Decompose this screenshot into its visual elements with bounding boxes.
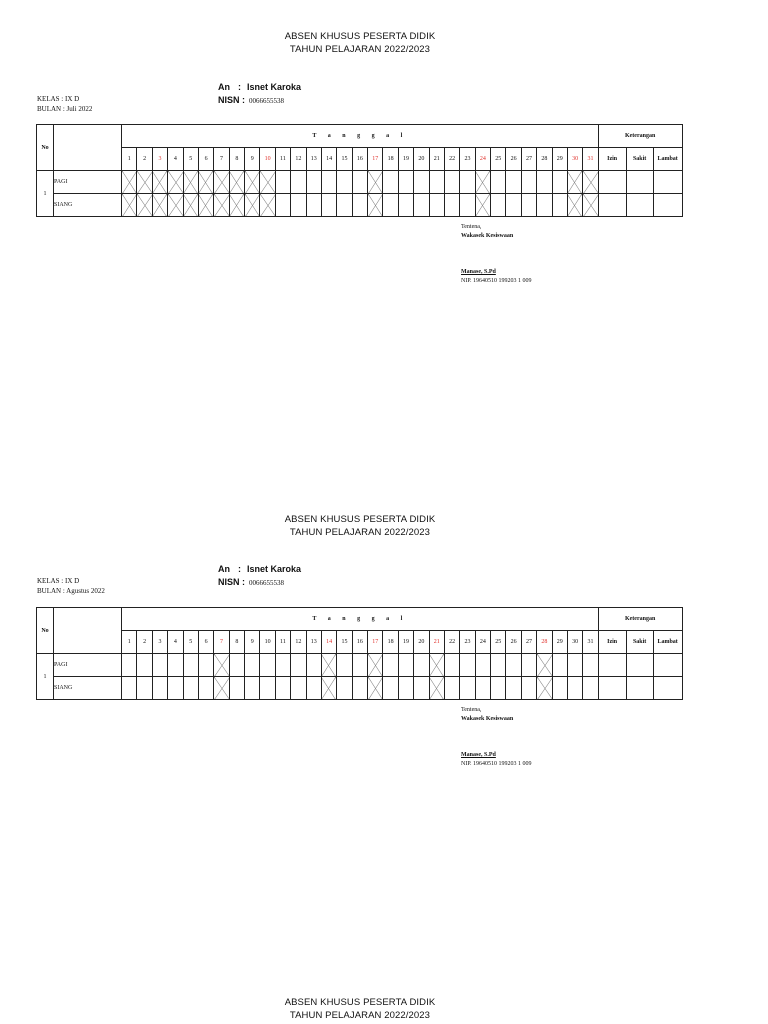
- session-label: SIANG: [54, 677, 122, 700]
- kelas-label: KELAS : IX D: [37, 95, 80, 103]
- day-header-25: 25: [491, 631, 506, 654]
- attendance-cell[interactable]: [352, 654, 367, 677]
- attendance-cell[interactable]: [337, 654, 352, 677]
- attendance-cell[interactable]: [552, 171, 567, 194]
- row-number: 1: [37, 171, 54, 217]
- sheet-title: [0, 513, 720, 539]
- attendance-cell[interactable]: [275, 194, 290, 217]
- attendance-cell[interactable]: [306, 654, 321, 677]
- attendance-cell[interactable]: [168, 654, 183, 677]
- day-header-10: 10: [260, 631, 275, 654]
- day-header-4: 4: [168, 631, 183, 654]
- row-number: 1: [37, 654, 54, 700]
- session-label: PAGI: [54, 654, 122, 677]
- day-header-19: 19: [398, 631, 413, 654]
- attendance-cell[interactable]: [183, 654, 198, 677]
- class-info: [37, 577, 105, 596]
- student-name-row: [218, 82, 301, 92]
- nisn-value: 0066655538: [249, 97, 284, 105]
- attendance-cell[interactable]: [198, 677, 213, 700]
- attendance-cell[interactable]: [229, 654, 244, 677]
- day-header-16: 16: [352, 148, 367, 171]
- day-header-24: 24: [475, 631, 490, 654]
- day-header-11: 11: [275, 631, 290, 654]
- attendance-cell[interactable]: [306, 194, 321, 217]
- attendance-cell[interactable]: [245, 654, 260, 677]
- attendance-cell[interactable]: [491, 677, 506, 700]
- attendance-cell[interactable]: [583, 194, 598, 217]
- attendance-cell[interactable]: [214, 677, 229, 700]
- student-name: Isnet Karoka: [247, 82, 302, 92]
- header-izin: Izin: [598, 148, 626, 171]
- attendance-sheet-july: [0, 0, 768, 480]
- izin-cell[interactable]: [598, 654, 626, 677]
- attendance-cell[interactable]: [137, 171, 152, 194]
- attendance-cell[interactable]: [275, 677, 290, 700]
- title-line-1: ABSEN KHUSUS PESERTA DIDIK: [284, 514, 436, 525]
- day-header-9: 9: [245, 631, 260, 654]
- attendance-cell[interactable]: [183, 677, 198, 700]
- signature-block: [461, 223, 532, 286]
- attendance-cell[interactable]: [152, 171, 167, 194]
- attendance-cell[interactable]: [383, 171, 398, 194]
- attendance-table: [36, 124, 683, 217]
- header-izin: Izin: [598, 631, 626, 654]
- attendance-cell[interactable]: [383, 194, 398, 217]
- attendance-cell[interactable]: [429, 194, 444, 217]
- attendance-cell[interactable]: [168, 677, 183, 700]
- attendance-cell[interactable]: [291, 171, 306, 194]
- attendance-cell[interactable]: [168, 171, 183, 194]
- student-name: Isnet Karoka: [247, 564, 302, 574]
- sakit-cell[interactable]: [626, 654, 653, 677]
- day-header-6: 6: [198, 631, 213, 654]
- table-row: [37, 677, 683, 700]
- day-header-29: 29: [552, 631, 567, 654]
- day-header-19: 19: [398, 148, 413, 171]
- day-header-28: 28: [537, 631, 552, 654]
- attendance-cell[interactable]: [521, 677, 536, 700]
- day-header-22: 22: [444, 631, 459, 654]
- attendance-sheet-august: [0, 483, 768, 963]
- header-no: No: [37, 608, 54, 654]
- signature-name: Manase, S.Pd: [461, 269, 496, 275]
- lambat-cell[interactable]: [653, 171, 682, 194]
- attendance-cell[interactable]: [306, 677, 321, 700]
- attendance-cell[interactable]: [291, 654, 306, 677]
- attendance-cell[interactable]: [383, 677, 398, 700]
- day-header-28: 28: [537, 148, 552, 171]
- day-header-18: 18: [383, 148, 398, 171]
- attendance-cell[interactable]: [506, 194, 521, 217]
- day-header-20: 20: [414, 631, 429, 654]
- title-line-1: ABSEN KHUSUS PESERTA DIDIK: [284, 31, 436, 42]
- izin-cell[interactable]: [598, 677, 626, 700]
- class-info: [37, 95, 92, 114]
- day-header-26: 26: [506, 631, 521, 654]
- header-tanggal: T a n g g a l: [122, 608, 599, 631]
- attendance-cell[interactable]: [460, 194, 475, 217]
- day-header-14: 14: [321, 631, 336, 654]
- attendance-cell[interactable]: [321, 171, 336, 194]
- day-header-18: 18: [383, 631, 398, 654]
- day-header-2: 2: [137, 631, 152, 654]
- title-line-2: TAHUN PELAJARAN 2022/2023: [289, 44, 431, 55]
- day-header-30: 30: [567, 631, 582, 654]
- attendance-cell[interactable]: [368, 677, 383, 700]
- header-sakit: Sakit: [626, 148, 653, 171]
- attendance-cell[interactable]: [414, 194, 429, 217]
- lambat-cell[interactable]: [653, 194, 682, 217]
- attendance-cell[interactable]: [198, 194, 213, 217]
- header-name-blank: [54, 125, 122, 171]
- izin-cell[interactable]: [598, 171, 626, 194]
- day-header-26: 26: [506, 148, 521, 171]
- attendance-cell[interactable]: [475, 677, 490, 700]
- signature-block: [461, 706, 532, 769]
- sakit-cell[interactable]: [626, 677, 653, 700]
- day-header-24: 24: [475, 148, 490, 171]
- header-keterangan: Keterangan: [598, 125, 682, 148]
- day-header-9: 9: [245, 148, 260, 171]
- day-header-13: 13: [306, 631, 321, 654]
- attendance-cell[interactable]: [521, 171, 536, 194]
- attendance-cell[interactable]: [245, 677, 260, 700]
- attendance-cell[interactable]: [567, 194, 582, 217]
- attendance-cell[interactable]: [537, 171, 552, 194]
- day-header-25: 25: [491, 148, 506, 171]
- sakit-cell[interactable]: [626, 194, 653, 217]
- attendance-cell[interactable]: [398, 171, 413, 194]
- day-header-6: 6: [198, 148, 213, 171]
- attendance-cell[interactable]: [460, 677, 475, 700]
- day-header-3: 3: [152, 148, 167, 171]
- sakit-cell[interactable]: [626, 171, 653, 194]
- attendance-cell[interactable]: [260, 677, 275, 700]
- attendance-cell[interactable]: [429, 677, 444, 700]
- title-line-2: TAHUN PELAJARAN 2022/2023: [289, 527, 431, 538]
- day-header-4: 4: [168, 148, 183, 171]
- attendance-cell[interactable]: [537, 194, 552, 217]
- day-header-7: 7: [214, 631, 229, 654]
- attendance-cell[interactable]: [321, 194, 336, 217]
- attendance-cell[interactable]: [368, 171, 383, 194]
- attendance-cell[interactable]: [260, 194, 275, 217]
- attendance-cell[interactable]: [444, 654, 459, 677]
- day-header-8: 8: [229, 631, 244, 654]
- attendance-cell[interactable]: [214, 654, 229, 677]
- attendance-table: [36, 607, 683, 700]
- day-header-31: 31: [583, 631, 598, 654]
- attendance-cell[interactable]: [245, 194, 260, 217]
- attendance-cell[interactable]: [444, 194, 459, 217]
- day-header-17: 17: [368, 148, 383, 171]
- attendance-cell[interactable]: [429, 171, 444, 194]
- attendance-cell[interactable]: [137, 654, 152, 677]
- attendance-cell[interactable]: [122, 654, 137, 677]
- signature-nip: NIP. 19640510 199203 1 009: [461, 761, 532, 767]
- nisn-row: [218, 95, 284, 105]
- day-header-12: 12: [291, 631, 306, 654]
- lambat-cell[interactable]: [653, 654, 682, 677]
- nisn-label: NISN :: [218, 95, 245, 105]
- session-label: SIANG: [54, 194, 122, 217]
- attendance-cell[interactable]: [383, 654, 398, 677]
- attendance-cell[interactable]: [552, 654, 567, 677]
- day-header-5: 5: [183, 148, 198, 171]
- day-header-1: 1: [122, 631, 137, 654]
- attendance-cell[interactable]: [214, 194, 229, 217]
- attendance-sheet-next: [0, 966, 768, 1024]
- header-lambat: Lambat: [653, 148, 682, 171]
- attendance-cell[interactable]: [152, 654, 167, 677]
- attendance-cell[interactable]: [260, 171, 275, 194]
- attendance-cell[interactable]: [152, 677, 167, 700]
- attendance-cell[interactable]: [414, 677, 429, 700]
- attendance-cell[interactable]: [414, 171, 429, 194]
- attendance-cell[interactable]: [291, 194, 306, 217]
- attendance-cell[interactable]: [368, 194, 383, 217]
- day-header-27: 27: [521, 148, 536, 171]
- lambat-cell[interactable]: [653, 677, 682, 700]
- signature-place: Tentena,: [461, 224, 482, 230]
- attendance-cell[interactable]: [444, 677, 459, 700]
- day-header-27: 27: [521, 631, 536, 654]
- day-header-21: 21: [429, 148, 444, 171]
- day-header-1: 1: [122, 148, 137, 171]
- header-tanggal: T a n g g a l: [122, 125, 599, 148]
- signature-place: Tentena,: [461, 707, 482, 713]
- day-header-11: 11: [275, 148, 290, 171]
- day-header-2: 2: [137, 148, 152, 171]
- day-header-23: 23: [460, 148, 475, 171]
- attendance-cell[interactable]: [122, 677, 137, 700]
- day-header-8: 8: [229, 148, 244, 171]
- attendance-cell[interactable]: [460, 654, 475, 677]
- signature-role: Wakasek Kesiswaan: [461, 233, 514, 239]
- bulan-label: BULAN : Juli 2022: [37, 104, 93, 113]
- attendance-cell[interactable]: [337, 194, 352, 217]
- attendance-cell[interactable]: [183, 194, 198, 217]
- attendance-cell[interactable]: [229, 171, 244, 194]
- day-header-3: 3: [152, 631, 167, 654]
- name-sep: :: [238, 564, 241, 574]
- attendance-cell[interactable]: [537, 654, 552, 677]
- attendance-cell[interactable]: [152, 194, 167, 217]
- attendance-cell[interactable]: [137, 677, 152, 700]
- title-line-1: ABSEN KHUSUS PESERTA DIDIK: [284, 997, 436, 1008]
- bulan-label: BULAN : Agustus 2022: [37, 586, 105, 595]
- attendance-cell[interactable]: [275, 171, 290, 194]
- header-sakit: Sakit: [626, 631, 653, 654]
- table-row: [37, 171, 683, 194]
- attendance-cell[interactable]: [398, 654, 413, 677]
- sheet-title: [0, 30, 720, 56]
- attendance-cell[interactable]: [567, 654, 582, 677]
- attendance-cell[interactable]: [552, 677, 567, 700]
- day-header-31: 31: [583, 148, 598, 171]
- attendance-cell[interactable]: [337, 677, 352, 700]
- attendance-cell[interactable]: [229, 677, 244, 700]
- attendance-cell[interactable]: [475, 171, 490, 194]
- attendance-cell[interactable]: [198, 654, 213, 677]
- attendance-cell[interactable]: [475, 654, 490, 677]
- attendance-cell[interactable]: [521, 654, 536, 677]
- attendance-cell[interactable]: [291, 677, 306, 700]
- day-header-13: 13: [306, 148, 321, 171]
- attendance-cell[interactable]: [583, 171, 598, 194]
- name-sep: :: [238, 82, 241, 92]
- day-header-16: 16: [352, 631, 367, 654]
- header-no: No: [37, 125, 54, 171]
- attendance-cell[interactable]: [460, 171, 475, 194]
- attendance-cell[interactable]: [506, 654, 521, 677]
- title-line-2: TAHUN PELAJARAN 2022/2023: [289, 1010, 431, 1021]
- session-label: PAGI: [54, 171, 122, 194]
- attendance-cell[interactable]: [414, 654, 429, 677]
- attendance-cell[interactable]: [567, 171, 582, 194]
- attendance-cell[interactable]: [521, 194, 536, 217]
- day-header-15: 15: [337, 148, 352, 171]
- sheet-title: [0, 996, 720, 1022]
- name-label: An: [218, 564, 230, 574]
- day-header-23: 23: [460, 631, 475, 654]
- day-header-12: 12: [291, 148, 306, 171]
- day-header-30: 30: [567, 148, 582, 171]
- name-label: An: [218, 82, 230, 92]
- attendance-cell[interactable]: [583, 677, 598, 700]
- attendance-cell[interactable]: [491, 654, 506, 677]
- day-header-5: 5: [183, 631, 198, 654]
- student-name-row: [218, 564, 301, 574]
- day-header-21: 21: [429, 631, 444, 654]
- attendance-cell[interactable]: [567, 677, 582, 700]
- attendance-cell[interactable]: [122, 194, 137, 217]
- attendance-cell[interactable]: [337, 171, 352, 194]
- attendance-cell[interactable]: [321, 654, 336, 677]
- izin-cell[interactable]: [598, 194, 626, 217]
- attendance-cell[interactable]: [122, 171, 137, 194]
- attendance-cell[interactable]: [491, 194, 506, 217]
- attendance-cell[interactable]: [183, 171, 198, 194]
- signature-nip: NIP. 19640510 199203 1 009: [461, 278, 532, 284]
- attendance-cell[interactable]: [398, 677, 413, 700]
- attendance-cell[interactable]: [260, 654, 275, 677]
- day-header-15: 15: [337, 631, 352, 654]
- nisn-value: 0066655538: [249, 579, 284, 587]
- nisn-label: NISN :: [218, 577, 245, 587]
- attendance-cell[interactable]: [321, 677, 336, 700]
- attendance-cell[interactable]: [368, 654, 383, 677]
- attendance-cell[interactable]: [491, 171, 506, 194]
- attendance-cell[interactable]: [245, 171, 260, 194]
- header-name-blank: [54, 608, 122, 654]
- attendance-cell[interactable]: [229, 194, 244, 217]
- attendance-cell[interactable]: [506, 677, 521, 700]
- attendance-cell[interactable]: [168, 194, 183, 217]
- day-header-14: 14: [321, 148, 336, 171]
- nisn-row: [218, 577, 284, 587]
- signature-name: Manase, S.Pd: [461, 752, 496, 758]
- signature-role: Wakasek Kesiswaan: [461, 716, 514, 722]
- kelas-label: KELAS : IX D: [37, 577, 80, 585]
- attendance-cell[interactable]: [352, 194, 367, 217]
- attendance-cell[interactable]: [398, 194, 413, 217]
- attendance-cell[interactable]: [137, 194, 152, 217]
- day-header-22: 22: [444, 148, 459, 171]
- attendance-cell[interactable]: [352, 677, 367, 700]
- header-lambat: Lambat: [653, 631, 682, 654]
- attendance-cell[interactable]: [214, 171, 229, 194]
- attendance-cell[interactable]: [444, 171, 459, 194]
- day-header-7: 7: [214, 148, 229, 171]
- attendance-cell[interactable]: [275, 654, 290, 677]
- attendance-cell[interactable]: [352, 171, 367, 194]
- attendance-cell[interactable]: [306, 171, 321, 194]
- attendance-cell[interactable]: [537, 677, 552, 700]
- table-row: [37, 194, 683, 217]
- attendance-cell[interactable]: [506, 171, 521, 194]
- header-keterangan: Keterangan: [598, 608, 682, 631]
- day-header-17: 17: [368, 631, 383, 654]
- attendance-cell[interactable]: [552, 194, 567, 217]
- attendance-cell[interactable]: [583, 654, 598, 677]
- day-header-29: 29: [552, 148, 567, 171]
- table-row: [37, 654, 683, 677]
- day-header-10: 10: [260, 148, 275, 171]
- attendance-cell[interactable]: [475, 194, 490, 217]
- attendance-cell[interactable]: [198, 171, 213, 194]
- day-header-20: 20: [414, 148, 429, 171]
- attendance-cell[interactable]: [429, 654, 444, 677]
